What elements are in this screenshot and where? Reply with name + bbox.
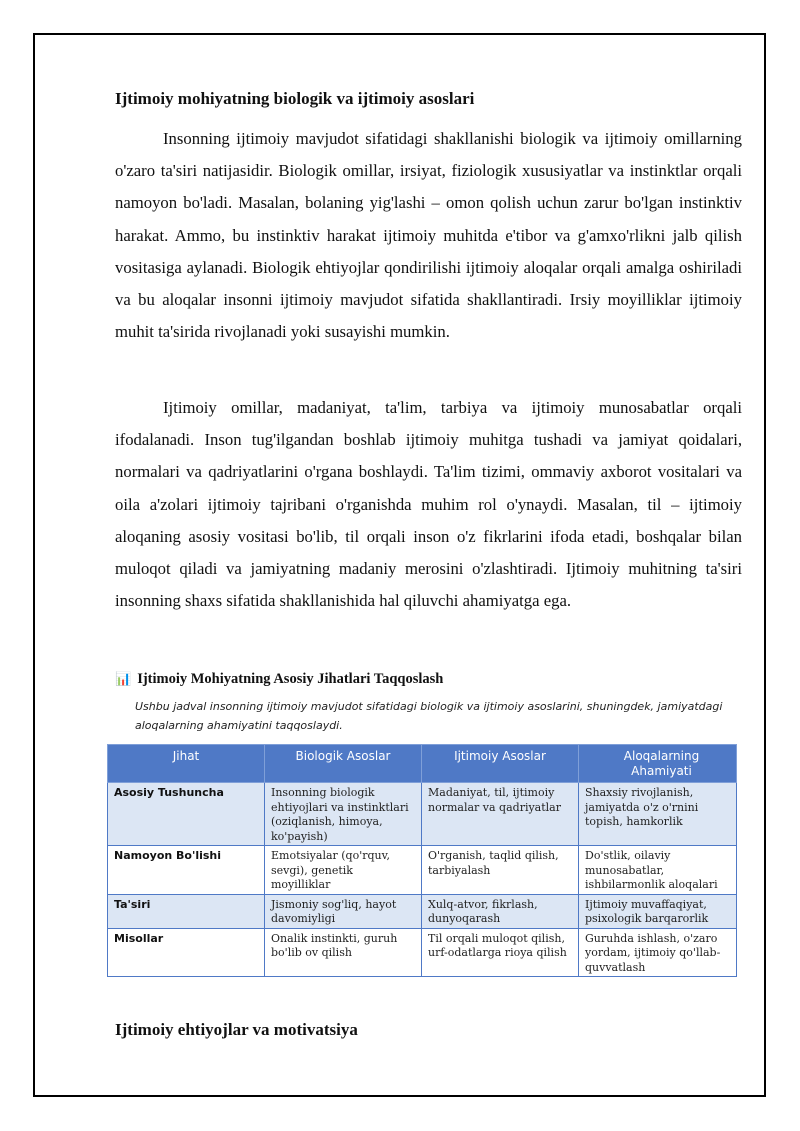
row-header-cell: Asosiy Tushuncha bbox=[108, 783, 265, 846]
table-title bbox=[115, 671, 443, 688]
table-title-text: Ijtimoiy Mohiyatning Asosiy Jihatlari Taqqoslash bbox=[137, 671, 444, 687]
table-cell: Insonning biologik ehtiyojlari va instinktlari (oziqlanish, himoya, ko'payish) bbox=[265, 783, 422, 846]
table-cell: Til orqali muloqot qilish, urf-odatlarga rioya qilish bbox=[422, 928, 579, 977]
table-row bbox=[108, 928, 737, 977]
table-caption: Ushbu jadval insonning ijtimoiy mavjudot sifatidagi biologik va ijtimoiy asoslarini, shuningdek, jamiyatdagi aloqalarning ahamiyatini taqqoslaydi. bbox=[135, 700, 723, 732]
column-header: Aloqalarning Ahamiyati bbox=[579, 745, 737, 783]
table-cell: O'rganish, taqlid qilish, tarbiyalash bbox=[422, 846, 579, 895]
table-cell: Madaniyat, til, ijtimoiy normalar va qadriyatlar bbox=[422, 783, 579, 846]
table-cell: Guruhda ishlash, o'zaro yordam, ijtimoiy qo'llab-quvvatlash bbox=[579, 928, 737, 977]
table-cell: Xulq-atvor, fikrlash, dunyoqarash bbox=[422, 894, 579, 928]
paragraph: Insonning ijtimoiy mavjudot sifatidagi shakllanishi biologik va ijtimoiy omillarning o'zaro ta'siri natijasidir. Biologik omillar, irsiyat, fiziologik xususiyatlar va instinktlar orqali namoyon bo'ladi. Masalan, bolaning yig'lashi – omon qolish uchun zarur bo'lgan instinktiv harakat. Ammo, bu instinktiv harakat ijtimoiy muhitda e'tibor va g'amxo'rlikni jalb qilish vositasiga aylanadi. Biologik ehtiyojlar qondirilishi ijtimoiy aloqalar orqali amalga oshiriladi va bu aloqalar insonni ijtimoiy mavjudot sifatida shakllantiradi. Irsiy moyilliklar ijtimoiy muhit ta'sirida rivojlanadi yoki susayishi mumkin. bbox=[115, 129, 742, 342]
table-row bbox=[108, 894, 737, 928]
column-header: Biologik Asoslar bbox=[265, 745, 422, 783]
bar-chart-icon: 📊 bbox=[115, 671, 132, 686]
row-header-cell: Namoyon Bo'lishi bbox=[108, 846, 265, 895]
column-header: Jihat bbox=[108, 745, 265, 783]
table-row bbox=[108, 846, 737, 895]
table-cell: Emotsiyalar (qo'rquv, sevgi), genetik moyilliklar bbox=[265, 846, 422, 895]
table-row bbox=[108, 783, 737, 846]
section-heading: Ijtimoiy ehtiyojlar va motivatsiya bbox=[115, 1020, 358, 1039]
row-header-cell: Ta'siri bbox=[108, 894, 265, 928]
paragraph: Ijtimoiy omillar, madaniyat, ta'lim, tarbiya va ijtimoiy munosabatlar orqali ifodalanadi. Inson tug'ilgandan boshlab ijtimoiy muhitga tushadi va jamiyat qoidalari, normalari va qadriyatlarini o'rgana boshlaydi. Ta'lim tizimi, ommaviy axborot vositalari va oila a'zolari ijtimoiy tajribani o'rganishda muhim rol o'ynaydi. Masalan, til – ijtimoiy aloqaning asosiy vositasi bo'lib, til orqali inson o'z fikrlarini ifoda etadi, boshqalar bilan muloqot qiladi va jamiyatning madaniy merosini o'zlashtiradi. Ijtimoiy muhitning ta'siri insonning shaxs sifatida shakllanishida hal qiluvchi ahamiyatga ega. bbox=[115, 398, 742, 611]
table-header-row bbox=[108, 745, 737, 783]
row-header-cell: Misollar bbox=[108, 928, 265, 977]
section-heading: Ijtimoiy mohiyatning biologik va ijtimoiy asoslari bbox=[115, 89, 475, 108]
table-cell: Jismoniy sog'liq, hayot davomiyligi bbox=[265, 894, 422, 928]
column-header: Ijtimoiy Asoslar bbox=[422, 745, 579, 783]
comparison-table bbox=[107, 744, 737, 977]
table-cell: Onalik instinkti, guruh bo'lib ov qilish bbox=[265, 928, 422, 977]
table-cell: Shaxsiy rivojlanish, jamiyatda o'z o'rnini topish, hamkorlik bbox=[579, 783, 737, 846]
table-cell: Ijtimoiy muvaffaqiyat, psixologik barqarorlik bbox=[579, 894, 737, 928]
table-cell: Do'stlik, oilaviy munosabatlar, ishbilarmonlik aloqalari bbox=[579, 846, 737, 895]
